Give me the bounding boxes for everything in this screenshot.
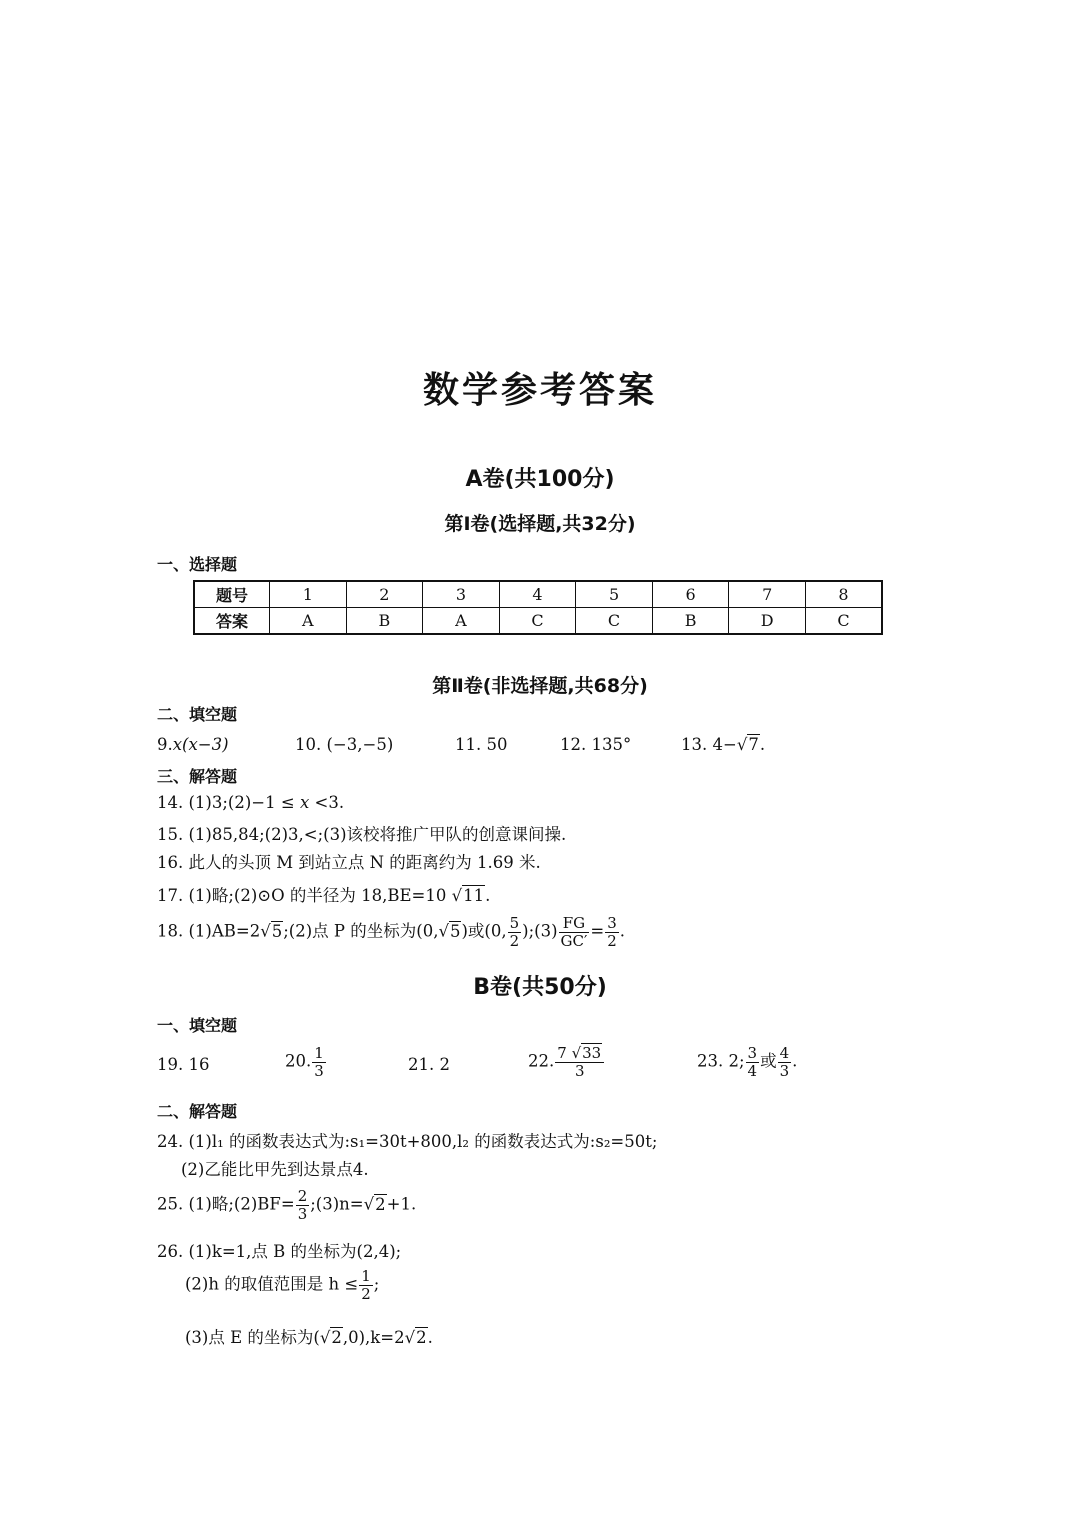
q26-text-3b: ,0),k=2 (342, 1328, 405, 1347)
q26-text-2: (2)h 的取值范围是 h ≤ (185, 1274, 359, 1294)
q14-text: 14. (1)3;(2)−1 ≤ (157, 793, 295, 812)
q25-radicand: 2 (375, 1194, 386, 1214)
row-label-number: 题号 (194, 581, 270, 608)
q23-label: 23. 2; (697, 1051, 745, 1071)
answer-q24-part1: 24. (1)l₁ 的函数表达式为:s₁=30t+800,l₂ 的函数表达式为:s₂=50t; (157, 1132, 658, 1151)
frac-den: GC′ (560, 931, 588, 950)
frac-den: 3 (297, 1204, 308, 1223)
frac-num: 2 (297, 1187, 308, 1205)
q26-text-3a: (3)点 E 的坐标为( (185, 1328, 320, 1347)
answer-q21: 21. 2 (408, 1055, 450, 1074)
answer-q19: 19. 16 (157, 1055, 210, 1074)
section-b-solution-heading: 二、解答题 (157, 1102, 238, 1121)
table-cell: B (652, 608, 729, 635)
q14-end: <3. (314, 793, 345, 812)
q9-label: 9. (157, 735, 173, 754)
table-cell: D (729, 608, 806, 635)
answer-q23: 23. 2; $\frac{3}{4}$ 或 $\frac{4}{3}$ . (697, 1044, 798, 1080)
page-title: 数学参考答案 (422, 370, 657, 411)
table-row-answers (194, 608, 882, 635)
q26-fraction (359, 1268, 373, 1302)
q17-radicand: 11 (463, 886, 485, 905)
frac-num: 1 (361, 1267, 371, 1285)
frac-num: 4 (779, 1044, 790, 1062)
table-cell: 8 (805, 581, 882, 608)
q13-radicand: 7 (748, 735, 759, 754)
frac-den: 2 (607, 931, 617, 950)
answer-q26-part3: (3)点 E 的坐标为(√2,0),k=2√2. (185, 1328, 433, 1347)
answer-q16: 16. 此人的头顶 M 到站立点 N 的距离约为 1.69 米. (157, 853, 541, 872)
frac-den: 2 (361, 1284, 371, 1303)
section-choice-heading: 一、选择题 (157, 555, 238, 574)
answer-q15: 15. (1)85,84;(2)3,<;(3)该校将推广甲队的创意课间操. (157, 825, 567, 844)
table-cell: B (346, 608, 423, 635)
answer-q20 (285, 1045, 327, 1079)
choice-answer-table (193, 580, 883, 635)
q23-fraction-1 (746, 1045, 760, 1079)
table-cell: C (499, 608, 576, 635)
answer-q25: 25. (1)略;(2)BF= $\frac{2}{3}$ ;(3)n=√2+1. (157, 1187, 417, 1223)
answer-q26-part2: (2)h 的取值范围是 h ≤ $\frac{1}{2}$ ; (185, 1267, 380, 1303)
q23-or: 或 (760, 1051, 777, 1071)
section-b-fill-heading: 一、填空题 (157, 1016, 238, 1035)
table-cell: A (270, 608, 347, 635)
answer-q17: 17. (1)略;(2)⊙O 的半径为 18,BE=10 √11. (157, 886, 491, 905)
q22-coef: 7 (557, 1044, 567, 1062)
answer-q14 (157, 793, 344, 812)
part2-heading: 第Ⅱ卷(非选择题,共68分) (432, 675, 648, 697)
table-row-numbers (194, 581, 882, 608)
q23-fraction-2 (778, 1045, 792, 1079)
q18-text-c: )或(0, (461, 921, 507, 941)
frac-num: 1 (314, 1044, 324, 1062)
frac-den: 2 (509, 931, 520, 950)
answer-q18: 18. (1)AB=2√5;(2)点 P 的坐标为(0,√5)或(0, $\frac{5}{2}$ );(3) $\frac{FG}{GC'}$ = $\frac{3}{2}$ . (157, 914, 626, 950)
table-cell: 7 (729, 581, 806, 608)
frac-den: 3 (314, 1061, 324, 1080)
frac-den: 3 (779, 1061, 790, 1080)
frac-num: 3 (747, 1044, 758, 1062)
q18-fraction-3 (605, 915, 619, 949)
table-cell: 2 (346, 581, 423, 608)
q18-fraction-2 (559, 915, 590, 949)
q18-text-b: ;(2)点 P 的坐标为(0, (283, 921, 439, 941)
table-cell: 4 (499, 581, 576, 608)
q20-label: 20. (285, 1051, 312, 1071)
q25-text-c: +1. (386, 1194, 417, 1214)
q18-radicand-2: 5 (449, 921, 461, 941)
q18-radicand-1: 5 (271, 921, 283, 941)
paper-b-heading: B卷(共50分) (473, 975, 607, 1000)
frac-num: 3 (607, 914, 617, 932)
q25-text-b: ;(3)n= (310, 1194, 364, 1214)
answer-q12: 12. 135° (560, 735, 632, 754)
answer-q24-part2: (2)乙能比甲先到达景点4. (181, 1160, 369, 1179)
q18-text-d: );(3) (522, 921, 558, 941)
table-cell: 5 (576, 581, 653, 608)
frac-num: 7 √33 (555, 1045, 604, 1063)
frac-num: 5 (509, 914, 520, 932)
frac-den: 3 (574, 1061, 585, 1080)
answer-q11: 11. 50 (455, 735, 508, 754)
q22-label: 22. (528, 1051, 555, 1071)
row-label-answer: 答案 (194, 608, 270, 635)
answer-q13: 13. 4−√7. (681, 735, 766, 754)
table-cell: C (576, 608, 653, 635)
q25-text-a: 25. (1)略;(2)BF= (157, 1194, 295, 1214)
table-cell: C (805, 608, 882, 635)
q18-fraction-1 (508, 915, 522, 949)
answer-q22 (528, 1045, 605, 1079)
q14-var: x (299, 793, 310, 812)
section-solution-heading: 三、解答题 (157, 767, 238, 786)
q25-fraction (296, 1188, 310, 1222)
q26-radicand-2: 2 (416, 1328, 427, 1347)
q22-fraction (555, 1045, 604, 1079)
table-cell: A (423, 608, 500, 635)
frac-num: FG (559, 915, 590, 933)
answer-q9 (157, 735, 229, 754)
q13-text: 13. 4− (681, 735, 737, 754)
answer-q10: 10. (−3,−5) (295, 735, 394, 754)
frac-den: 4 (747, 1061, 758, 1080)
q18-equals: = (590, 921, 605, 941)
paper-a-heading: A卷(共100分) (465, 467, 615, 492)
part1-heading: 第Ⅰ卷(选择题,共32分) (444, 513, 636, 535)
answer-q26-part1: 26. (1)k=1,点 B 的坐标为(2,4); (157, 1242, 402, 1261)
table-cell: 6 (652, 581, 729, 608)
q26-radicand-1: 2 (331, 1328, 342, 1347)
q22-radicand: 33 (582, 1044, 602, 1062)
table-cell: 3 (423, 581, 500, 608)
table-cell: 1 (270, 581, 347, 608)
q18-text-a: 18. (1)AB=2 (157, 921, 261, 941)
q20-fraction (312, 1045, 326, 1079)
section-fill-heading: 二、填空题 (157, 705, 238, 724)
q9-expr: x(x−3) (172, 735, 229, 754)
q17-text: 17. (1)略;(2)⊙O 的半径为 18,BE=10 (157, 886, 447, 905)
